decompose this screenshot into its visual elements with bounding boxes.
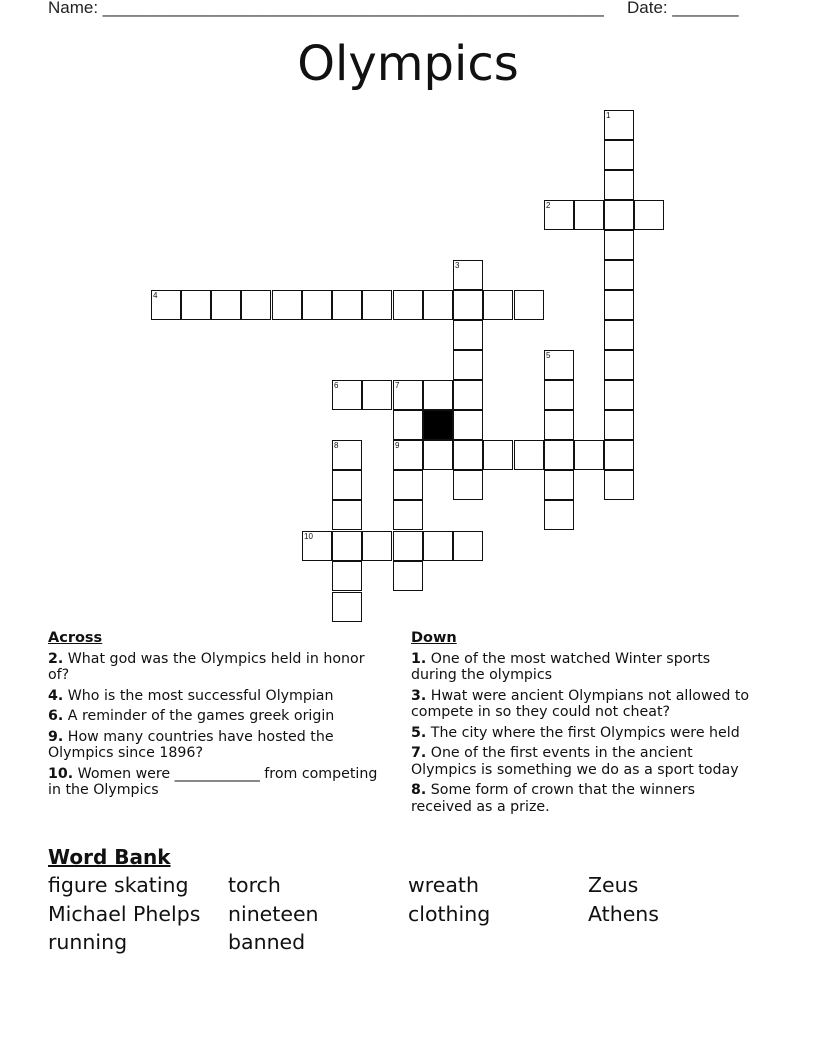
crossword-cell[interactable]: [181, 290, 211, 320]
clue-number: 10: [304, 532, 313, 541]
crossword-cell[interactable]: [332, 592, 362, 622]
across-heading: Across: [48, 630, 103, 646]
date-field[interactable]: Date: _______: [627, 0, 739, 17]
crossword-cell[interactable]: [604, 350, 634, 380]
crossword-cell[interactable]: [604, 200, 634, 230]
crossword-cell[interactable]: [423, 440, 453, 470]
crossword-cell[interactable]: [241, 290, 271, 320]
crossword-cell[interactable]: [393, 290, 423, 320]
clue-number: 5: [546, 351, 551, 360]
clue-number: 4: [153, 291, 158, 300]
crossword-cell[interactable]: [332, 531, 362, 561]
word-bank-item: clothing: [408, 902, 491, 926]
crossword-cell[interactable]: [483, 440, 513, 470]
crossword-cell[interactable]: [453, 470, 483, 500]
crossword-cell[interactable]: [604, 110, 634, 140]
crossword-cell[interactable]: [453, 320, 483, 350]
crossword-cell[interactable]: [544, 440, 574, 470]
crossword-cell[interactable]: [453, 350, 483, 380]
clue-item: 5. The city where the first Olympics were held: [411, 724, 740, 741]
crossword-cell[interactable]: [483, 290, 513, 320]
crossword-cell[interactable]: [393, 531, 423, 561]
crossword-cell[interactable]: [604, 320, 634, 350]
clue-number: 6: [334, 381, 339, 390]
crossword-cell[interactable]: [393, 410, 423, 440]
clue-item: 4. Who is the most successful Olympian: [48, 687, 334, 704]
crossword-cell[interactable]: [544, 350, 574, 380]
clue-item: 10. Women were ____________ from competing in the Olympics: [48, 765, 378, 798]
crossword-cell[interactable]: [604, 380, 634, 410]
clue-number: 8: [334, 441, 339, 450]
word-bank-item: nineteen: [228, 902, 319, 926]
crossword-cell[interactable]: [604, 230, 634, 260]
crossword-cell[interactable]: [393, 500, 423, 530]
word-bank-item: Athens: [588, 902, 659, 926]
crossword-cell[interactable]: [332, 380, 362, 410]
word-bank-item: torch: [228, 873, 281, 897]
crossword-cell[interactable]: [272, 290, 302, 320]
word-bank-item: Zeus: [588, 873, 639, 897]
crossword-cell[interactable]: [453, 380, 483, 410]
crossword-cell[interactable]: [604, 140, 634, 170]
crossword-cell[interactable]: [544, 410, 574, 440]
clue-item: 6. A reminder of the games greek origin: [48, 708, 335, 724]
crossword-cell[interactable]: [604, 290, 634, 320]
crossword-cell[interactable]: [604, 260, 634, 290]
down-clues: [411, 630, 751, 819]
crossword-cell[interactable]: [423, 380, 453, 410]
clue-item: 8. Some form of crown that the winners received as a prize.: [411, 782, 695, 815]
word-bank-item: figure skating: [48, 873, 189, 897]
clue-number: 1: [606, 111, 611, 120]
crossword-cell[interactable]: [604, 170, 634, 200]
crossword-cell[interactable]: [453, 531, 483, 561]
crossword-cell[interactable]: [423, 531, 453, 561]
down-heading: Down: [411, 630, 457, 646]
crossword-cell[interactable]: [302, 531, 332, 561]
crossword-cell[interactable]: [514, 290, 544, 320]
clue-item: 3. Hwat were ancient Olympians not allowed to compete in so they could not cheat?: [411, 687, 750, 720]
crossword-cell[interactable]: [604, 470, 634, 500]
crossword-cell[interactable]: [453, 410, 483, 440]
crossword-cell[interactable]: [514, 440, 544, 470]
page-title: Olympics: [297, 36, 519, 92]
word-bank-item: wreath: [408, 873, 479, 897]
crossword-cell[interactable]: [362, 380, 392, 410]
crossword-cell[interactable]: [634, 200, 664, 230]
crossword-cell[interactable]: [302, 290, 332, 320]
black-cell: [423, 410, 453, 440]
crossword-cell[interactable]: [332, 440, 362, 470]
name-field[interactable]: Name: _____________________________________________________: [48, 0, 604, 17]
crossword-cell[interactable]: [574, 200, 604, 230]
clue-number: 3: [455, 261, 460, 270]
word-bank-item: Michael Phelps: [48, 902, 201, 926]
crossword-cell[interactable]: [544, 380, 574, 410]
crossword-cell[interactable]: [211, 290, 241, 320]
crossword-cell[interactable]: [574, 440, 604, 470]
clue-item: 7. One of the first events in the ancient Olympics is something we do as a sport today: [411, 745, 739, 778]
crossword-cell[interactable]: [332, 290, 362, 320]
crossword-cell[interactable]: [544, 470, 574, 500]
crossword-cell[interactable]: [151, 290, 181, 320]
crossword-cell[interactable]: [453, 260, 483, 290]
crossword-cell[interactable]: [393, 380, 423, 410]
crossword-cell[interactable]: [453, 290, 483, 320]
word-bank-title: Word Bank: [48, 845, 171, 869]
clue-number: 7: [395, 381, 400, 390]
crossword-cell[interactable]: [604, 440, 634, 470]
crossword-cell[interactable]: [604, 410, 634, 440]
crossword-cell[interactable]: [453, 440, 483, 470]
clue-item: 2. What god was the Olympics held in honor of?: [48, 650, 365, 683]
clue-item: 1. One of the most watched Winter sports during the olympics: [411, 650, 711, 683]
clue-number: 9: [395, 441, 400, 450]
crossword-cell[interactable]: [544, 500, 574, 530]
crossword-cell[interactable]: [362, 290, 392, 320]
clue-item: 9. How many countries have hosted the Olympics since 1896?: [48, 728, 334, 761]
crossword-cell[interactable]: [332, 470, 362, 500]
crossword-cell[interactable]: [393, 470, 423, 500]
crossword-cell[interactable]: [393, 440, 423, 470]
clue-number: 2: [546, 201, 551, 210]
crossword-cell[interactable]: [332, 561, 362, 591]
word-bank-item: running: [48, 930, 128, 954]
crossword-cell[interactable]: [362, 531, 392, 561]
crossword-cell[interactable]: [332, 500, 362, 530]
crossword-cell[interactable]: [544, 200, 574, 230]
crossword-cell[interactable]: [393, 561, 423, 591]
word-bank-item: banned: [228, 930, 306, 954]
across-clues: [48, 630, 388, 803]
crossword-cell[interactable]: [423, 290, 453, 320]
